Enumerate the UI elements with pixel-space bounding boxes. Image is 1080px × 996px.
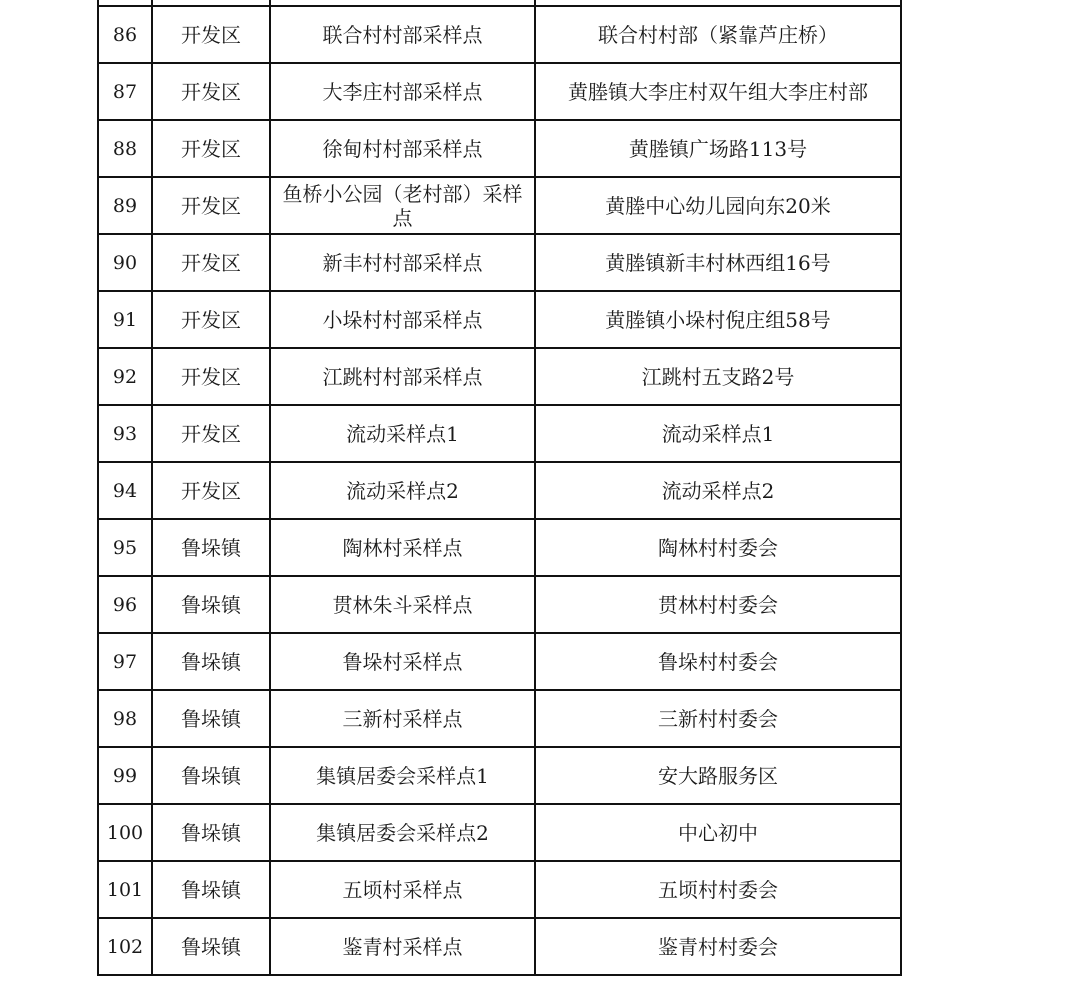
row-site: 小垛村村部采样点 bbox=[270, 291, 535, 348]
row-site: 陶林村采样点 bbox=[270, 519, 535, 576]
row-area: 鲁垛镇 bbox=[152, 747, 270, 804]
row-number: 94 bbox=[98, 462, 152, 519]
row-number: 87 bbox=[98, 63, 152, 120]
row-site: 三新村采样点 bbox=[270, 690, 535, 747]
row-site: 贯林朱斗采样点 bbox=[270, 576, 535, 633]
row-number: 89 bbox=[98, 177, 152, 234]
row-number: 93 bbox=[98, 405, 152, 462]
row-area: 开发区 bbox=[152, 177, 270, 234]
row-address: 江跳村五支路2号 bbox=[535, 348, 901, 405]
row-number: 86 bbox=[98, 6, 152, 63]
row-area: 鲁垛镇 bbox=[152, 918, 270, 975]
table-row bbox=[98, 918, 901, 975]
row-site: 徐甸村村部采样点 bbox=[270, 120, 535, 177]
row-number: 96 bbox=[98, 576, 152, 633]
table-row bbox=[98, 804, 901, 861]
row-site: 鉴青村采样点 bbox=[270, 918, 535, 975]
table-row bbox=[98, 177, 901, 234]
table-row bbox=[98, 747, 901, 804]
row-site: 鲁垛村采样点 bbox=[270, 633, 535, 690]
row-area: 鲁垛镇 bbox=[152, 861, 270, 918]
row-area: 开发区 bbox=[152, 63, 270, 120]
row-number: 97 bbox=[98, 633, 152, 690]
row-address: 安大路服务区 bbox=[535, 747, 901, 804]
row-area: 鲁垛镇 bbox=[152, 690, 270, 747]
table-row bbox=[98, 462, 901, 519]
row-area: 开发区 bbox=[152, 234, 270, 291]
row-address: 联合村村部（紧靠芦庄桥） bbox=[535, 6, 901, 63]
row-number: 98 bbox=[98, 690, 152, 747]
row-site: 江跳村村部采样点 bbox=[270, 348, 535, 405]
row-number: 99 bbox=[98, 747, 152, 804]
row-address: 五顷村村委会 bbox=[535, 861, 901, 918]
row-site: 五顷村采样点 bbox=[270, 861, 535, 918]
row-address: 贯林村村委会 bbox=[535, 576, 901, 633]
table-row bbox=[98, 348, 901, 405]
sampling-sites-table bbox=[97, 0, 902, 976]
row-number: 95 bbox=[98, 519, 152, 576]
table-row bbox=[98, 633, 901, 690]
table-row bbox=[98, 519, 901, 576]
row-address: 三新村村委会 bbox=[535, 690, 901, 747]
row-number: 102 bbox=[98, 918, 152, 975]
row-area: 开发区 bbox=[152, 348, 270, 405]
table-row bbox=[98, 120, 901, 177]
row-area: 鲁垛镇 bbox=[152, 576, 270, 633]
table-row bbox=[98, 576, 901, 633]
row-number: 100 bbox=[98, 804, 152, 861]
row-site: 新丰村村部采样点 bbox=[270, 234, 535, 291]
row-address: 黄塍镇新丰村林西组16号 bbox=[535, 234, 901, 291]
row-address: 陶林村村委会 bbox=[535, 519, 901, 576]
row-number: 88 bbox=[98, 120, 152, 177]
row-number: 101 bbox=[98, 861, 152, 918]
row-address: 黄塍镇小垛村倪庄组58号 bbox=[535, 291, 901, 348]
row-area: 开发区 bbox=[152, 291, 270, 348]
row-address: 黄塍镇大李庄村双午组大李庄村部 bbox=[535, 63, 901, 120]
table-row bbox=[98, 690, 901, 747]
row-area: 鲁垛镇 bbox=[152, 519, 270, 576]
row-area: 鲁垛镇 bbox=[152, 804, 270, 861]
row-site: 鱼桥小公园（老村部）采样点 bbox=[270, 177, 535, 234]
table-row bbox=[98, 291, 901, 348]
row-number: 90 bbox=[98, 234, 152, 291]
row-area: 开发区 bbox=[152, 405, 270, 462]
row-site: 集镇居委会采样点2 bbox=[270, 804, 535, 861]
row-area: 鲁垛镇 bbox=[152, 633, 270, 690]
table-row bbox=[98, 405, 901, 462]
table-row bbox=[98, 234, 901, 291]
row-area: 开发区 bbox=[152, 462, 270, 519]
row-address: 中心初中 bbox=[535, 804, 901, 861]
row-address: 流动采样点2 bbox=[535, 462, 901, 519]
row-area: 开发区 bbox=[152, 120, 270, 177]
row-address: 鲁垛村村委会 bbox=[535, 633, 901, 690]
row-site: 流动采样点1 bbox=[270, 405, 535, 462]
row-address: 流动采样点1 bbox=[535, 405, 901, 462]
row-number: 91 bbox=[98, 291, 152, 348]
table-row bbox=[98, 6, 901, 63]
row-address: 鉴青村村委会 bbox=[535, 918, 901, 975]
row-number: 92 bbox=[98, 348, 152, 405]
row-site: 联合村村部采样点 bbox=[270, 6, 535, 63]
row-area: 开发区 bbox=[152, 6, 270, 63]
row-site: 流动采样点2 bbox=[270, 462, 535, 519]
row-address: 黄塍镇广场路113号 bbox=[535, 120, 901, 177]
row-site: 集镇居委会采样点1 bbox=[270, 747, 535, 804]
table-row bbox=[98, 63, 901, 120]
row-site: 大李庄村部采样点 bbox=[270, 63, 535, 120]
row-address: 黄塍中心幼儿园向东20米 bbox=[535, 177, 901, 234]
table-row bbox=[98, 861, 901, 918]
